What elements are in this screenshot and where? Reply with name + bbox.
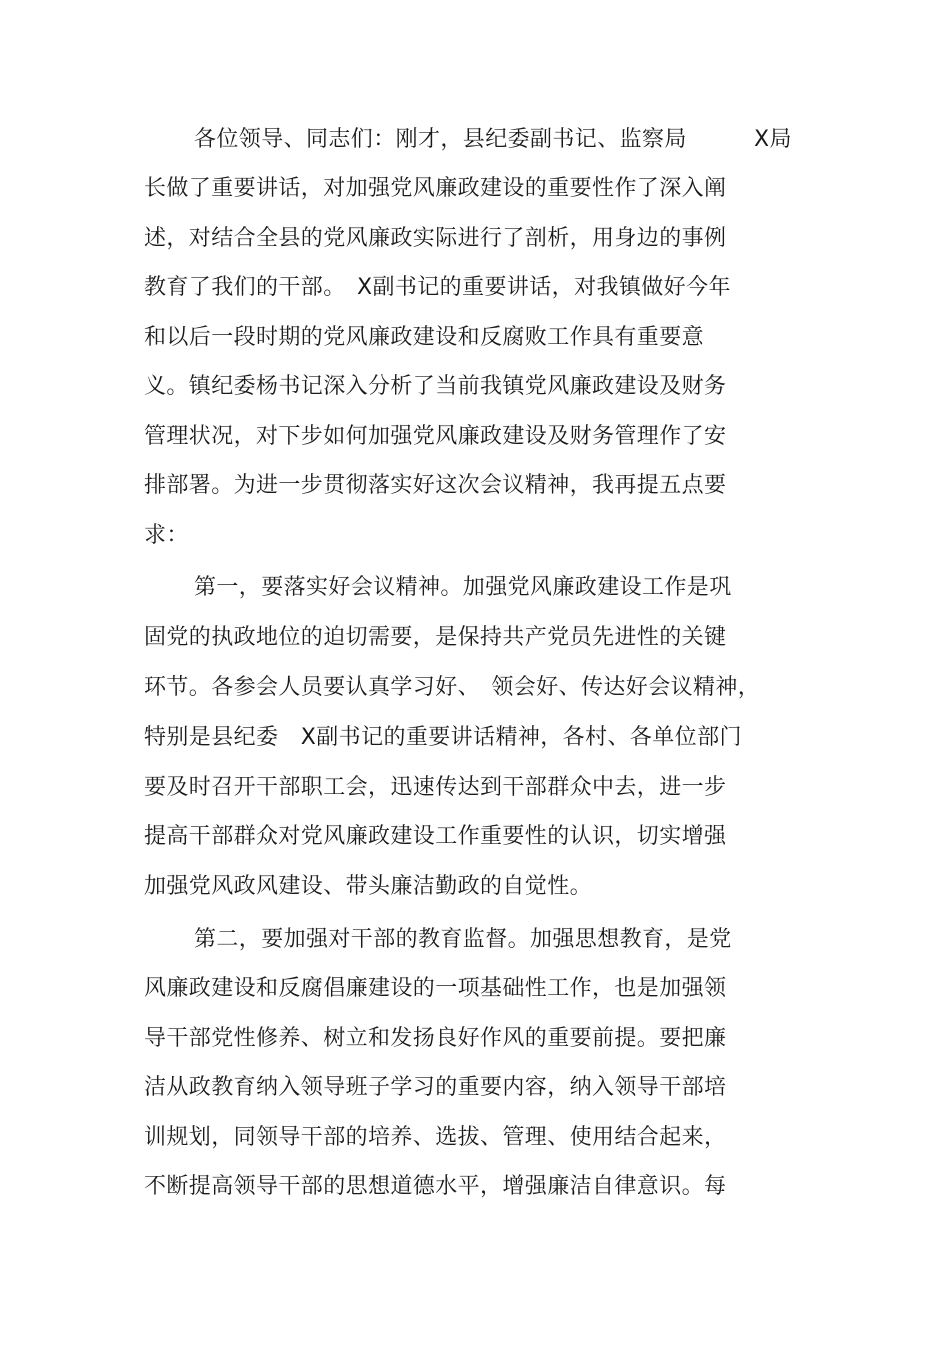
text-line: 述，对结合全县的党风廉政实际进行了剖析，用身边的事例 — [144, 226, 727, 251]
text-line: 导干部党性修养、树立和发扬良好作风的重要前提。要把廉 — [144, 1026, 727, 1051]
text-line: 长做了重要讲话，对加强党风廉政建设的重要性作了深入阐 — [144, 176, 727, 201]
text-line: 洁从政教育纳入领导班子学习的重要内容，纳入领导干部培 — [144, 1075, 727, 1100]
text-line: 各位领导、同志们：刚才，县纪委副书记、监察局 X局 — [194, 127, 792, 152]
text-line: 环节。各参会人员要认真学习好、 领会好、传达好会议精神， — [144, 675, 761, 700]
text-line: 提高干部群众对党风廉政建设工作重要性的认识，切实增强 — [144, 824, 727, 849]
text-line: 特别是县纪委 X副书记的重要讲话精神，各村、各单位部门 — [144, 725, 742, 750]
text-line: 教育了我们的干部。 X副书记的重要讲话，对我镇做好今年 — [144, 275, 731, 300]
text-line: 不断提高领导干部的思想道德水平，增强廉洁自律意识。每 — [144, 1174, 727, 1199]
text-line: 第一，要落实好会议精神。加强党风廉政建设工作是巩 — [194, 575, 732, 600]
text-line: 第二，要加强对干部的教育监督。加强思想教育，是党 — [194, 927, 732, 952]
text-line: 风廉政建设和反腐倡廉建设的一项基础性工作，也是加强领 — [144, 976, 727, 1001]
text-line: 固党的执政地位的迫切需要，是保持共产党员先进性的关键 — [144, 625, 727, 650]
text-line: 求： — [144, 523, 189, 548]
text-line: 排部署。为进一步贯彻落实好这次会议精神，我再提五点要 — [144, 473, 727, 498]
text-line: 加强党风政风建设、带头廉洁勤政的自觉性。 — [144, 874, 593, 899]
text-line: 管理状况，对下步如何加强党风廉政建设及财务管理作了安 — [144, 424, 727, 449]
text-line: 和以后一段时期的党风廉政建设和反腐败工作具有重要意 — [144, 325, 705, 350]
text-line: 训规划，同领导干部的培养、选拔、管理、使用结合起来， — [144, 1125, 727, 1150]
text-line: 要及时召开干部职工会，迅速传达到干部群众中去，进一步 — [144, 775, 727, 800]
text-line: 义。镇纪委杨书记深入分析了当前我镇党风廉政建设及财务 — [144, 374, 727, 399]
